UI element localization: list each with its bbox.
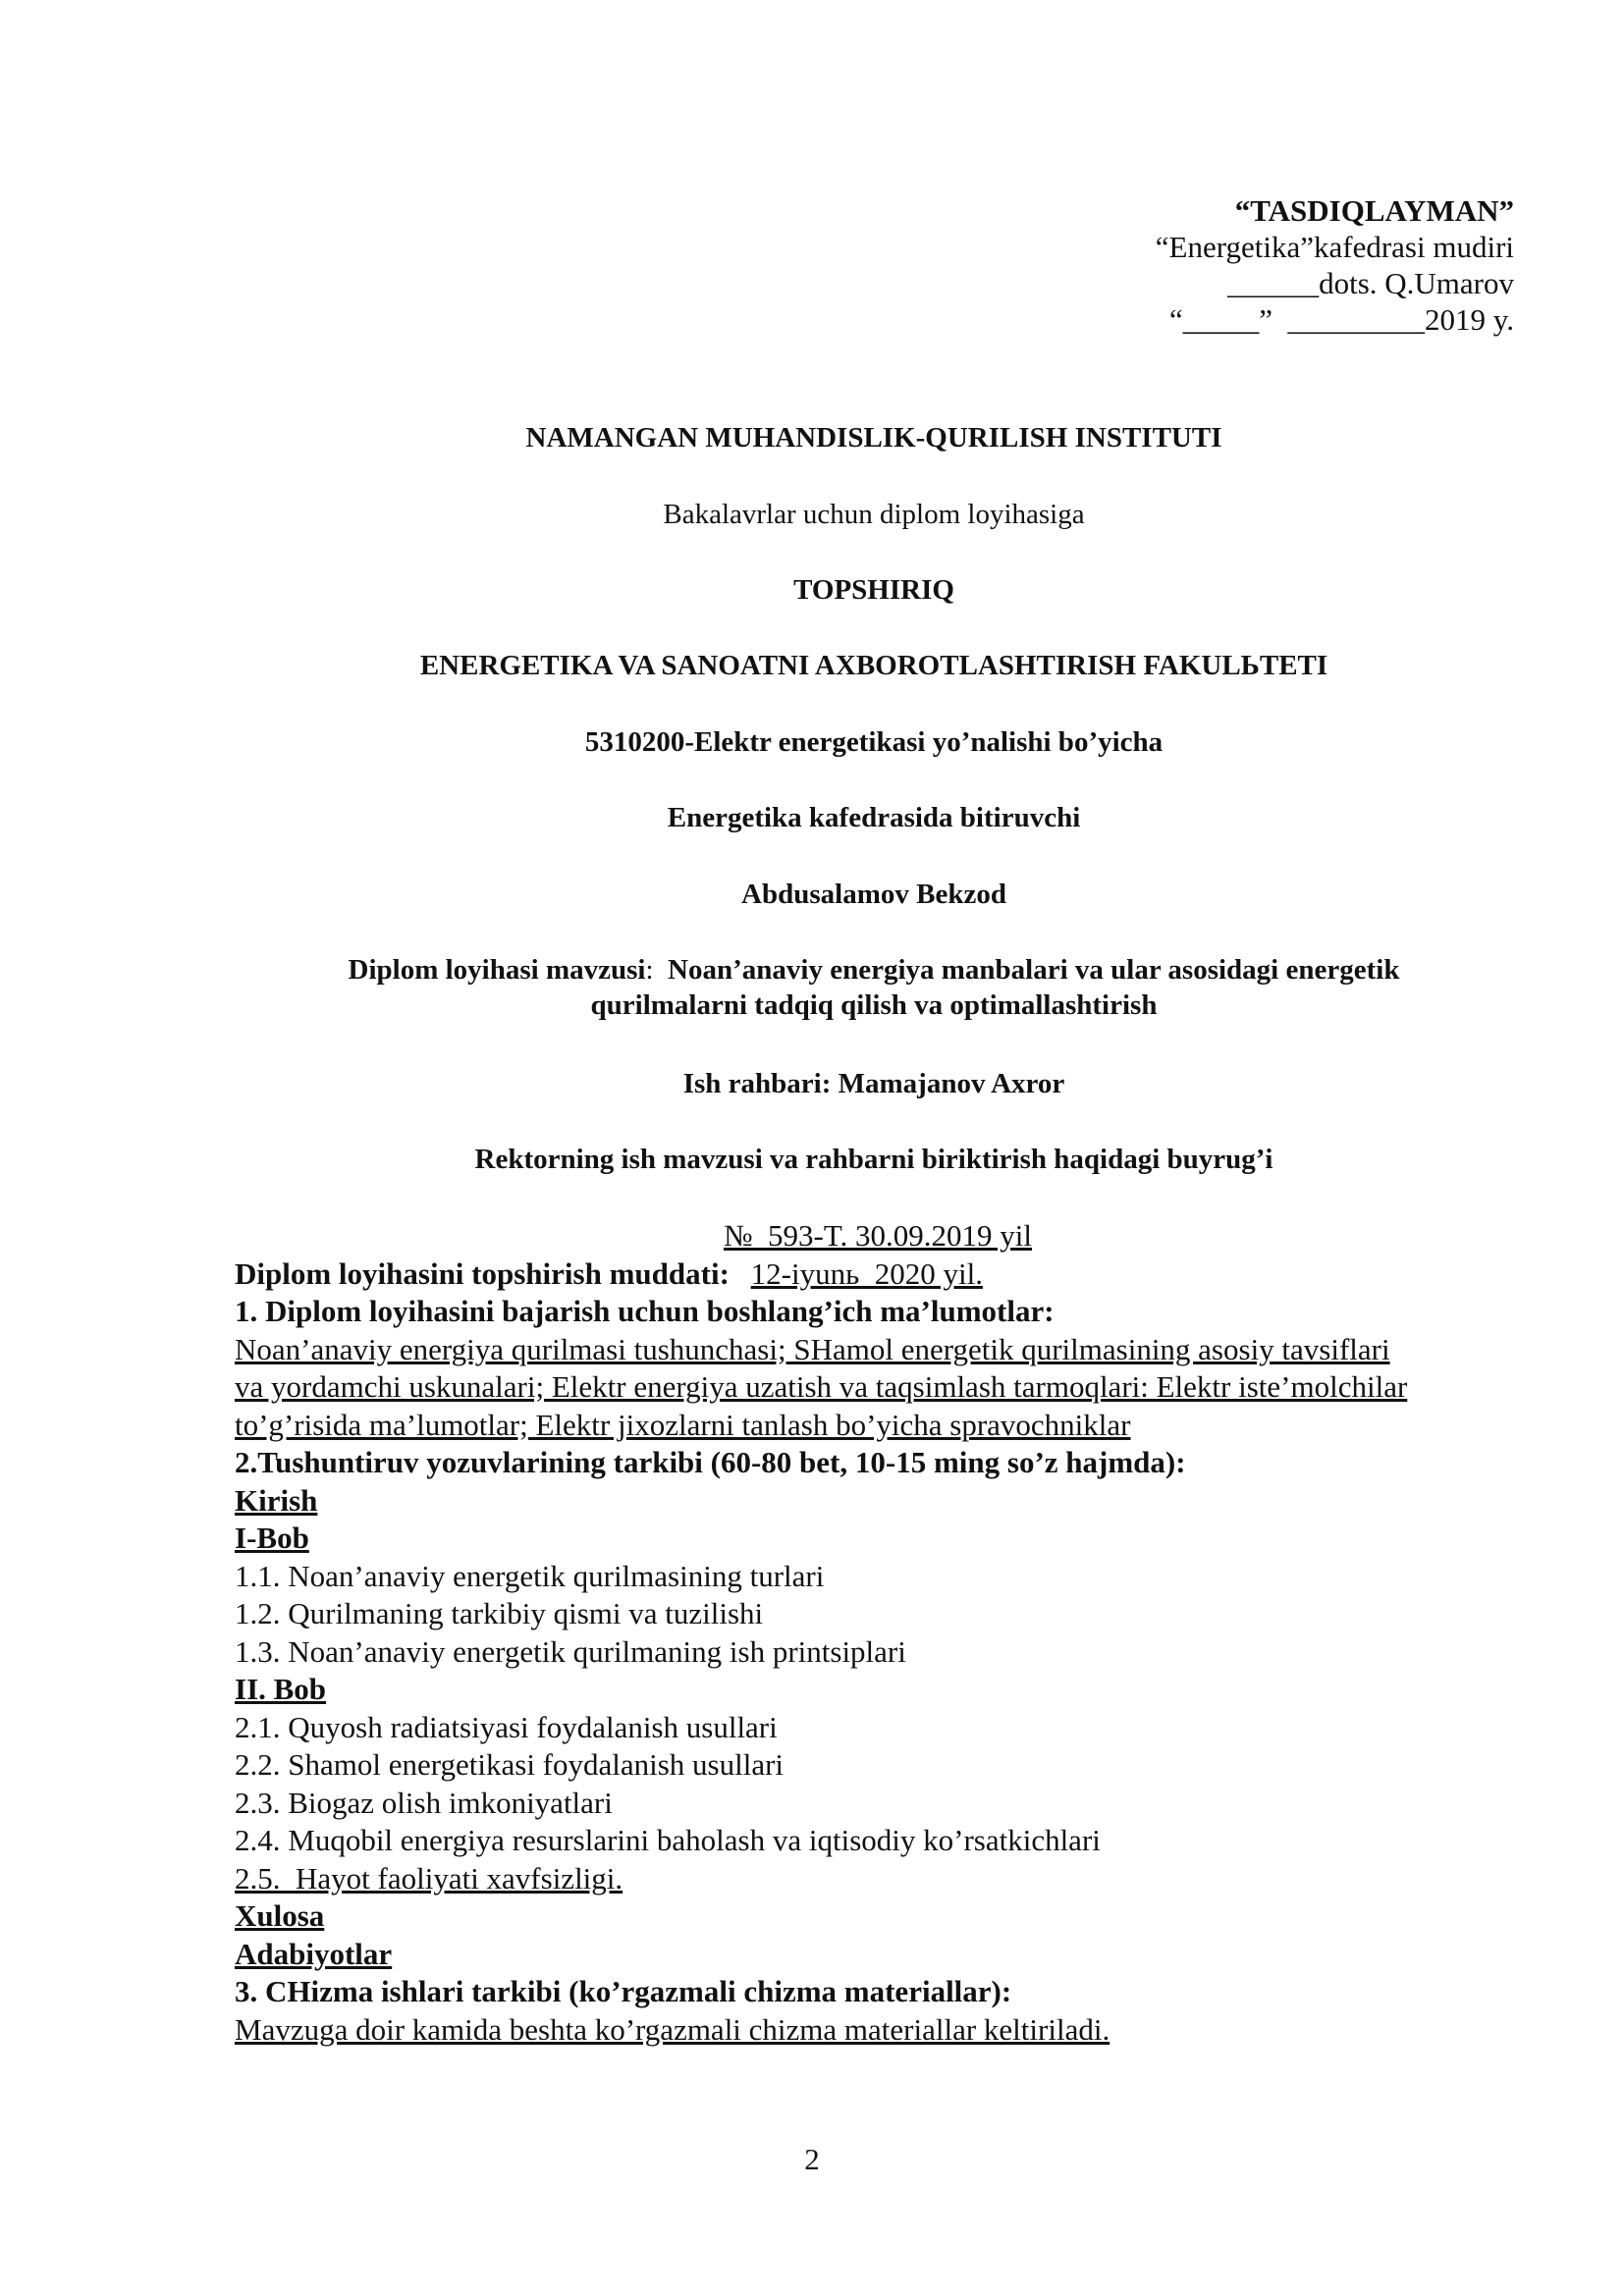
item-1-3: 1.3. Noan’anaviy energetik qurilmaning ish printsiplari (235, 1633, 906, 1669)
topic-block (236, 952, 1512, 1023)
chapter-1-heading: I-Bob (235, 1521, 309, 1555)
subtitle: Bakalavrlar uchun diplom loyihasiga (663, 499, 1085, 530)
item-2-1: 2.1. Quyosh radiatsiyasi foydalanish usullari (235, 1709, 778, 1744)
section-1-line-3: to’g’risida ma’lumotlar; Elektr jixozlarni tanlash bo’yicha spravochniklar (235, 1407, 1131, 1442)
order-title: Rektorning ish mavzusi va rahbarni biriktirish haqidagi buyrug’i (474, 1144, 1273, 1175)
topic-label: Diplom loyihasi mavzusi (348, 954, 646, 986)
topic-line-2: qurilmalarni tadqiq qilish va optimallashtirish (590, 989, 1158, 1021)
topic-separator: : (645, 954, 669, 986)
supervisor: Ish rahbari: Mamajanov Axror (682, 1068, 1065, 1099)
item-2-5: 2.5. Hayot faoliyati xavfsizligi. (235, 1860, 623, 1896)
faculty-name: ENERGETIKA VA SANOATNI AXBOROTLASHTIRISH FAKULЬTETI (419, 650, 1328, 681)
order-number: № 593-T. 30.09.2019 yil (723, 1218, 1032, 1253)
conclusion-heading: Xulosa (235, 1898, 325, 1933)
references-heading: Adabiyotlar (235, 1936, 393, 1971)
section-2-title: 2.Tushuntiruv yozuvlarining tarkibi (60-80 bet, 10-15 ming so’z hajmda): (235, 1445, 1186, 1479)
item-2-3: 2.3. Biogaz olish imkoniyatlari (235, 1785, 613, 1820)
section-3-title: 3. CHizma ishlari tarkibi (ko’rgazmali chizma materiallar): (235, 1974, 1012, 2008)
intro-heading: Kirish (235, 1482, 318, 1518)
department: Energetika kafedrasida bitiruvchi (667, 802, 1081, 833)
item-1-1: 1.1. Noan’anaviy energetik qurilmasining turlari (235, 1558, 825, 1593)
item-1-2: 1.2. Qurilmaning tarkibiy qismi va tuzilishi (235, 1596, 764, 1630)
deadline-line (235, 1255, 1521, 1294)
item-2-2: 2.2. Shamol energetikasi foydalanish usullari (235, 1747, 785, 1782)
section-1-line-2: va yordamchi uskunalari; Elektr energiya uzatish va taqsimlash tarmoqlari: Elektr iste’molchilar (235, 1369, 1408, 1404)
direction: 5310200-Elektr energetikasi yo’nalishi bo’yicha (584, 726, 1164, 758)
document-title: TOPSHIRIQ (793, 574, 954, 606)
approval-title: “TASDIQLAYMAN” (1234, 193, 1514, 228)
section-3-text: Mavzuga doir kamida beshta ko’rgazmali chizma materiallar keltiriladi. (235, 2011, 1110, 2047)
item-2-4: 2.4. Muqobil energiya resurslarini baholash va iqtisodiy ko’rsatkichlari (235, 1823, 1101, 1857)
institute-name: NAMANGAN MUHANDISLIK-QURILISH INSTITUTI (525, 422, 1222, 454)
section-1-title: 1. Diplom loyihasini bajarish uchun boshlang’ich ma’lumotlar: (235, 1294, 1055, 1328)
assignment-body (235, 1217, 1521, 2049)
approval-signature: ______dots. Q.Umarov (1227, 266, 1514, 300)
approval-position: “Energetika”kafedrasi mudiri (1155, 230, 1514, 264)
approval-block (1102, 192, 1514, 338)
section-1-line-1: Noan’anaviy energiya qurilmasi tushunchasi; SHamol energetik qurilmasining asosiy tavsiflari (235, 1331, 1390, 1366)
page-number: 2 (804, 2142, 820, 2176)
topic-line-1: Noan’anaviy energiya manbalari va ular asosidagi energetik (668, 954, 1400, 986)
chapter-2-heading: II. Bob (235, 1672, 327, 1706)
approval-date: “_____” _________2019 y. (1168, 302, 1514, 337)
deadline-value: 12-iyunь 2020 yil. (750, 1255, 983, 1291)
student-name: Abdusalamov Bekzod (741, 879, 1006, 910)
deadline-label: Diplom loyihasini topshirish muddati: (235, 1255, 730, 1291)
